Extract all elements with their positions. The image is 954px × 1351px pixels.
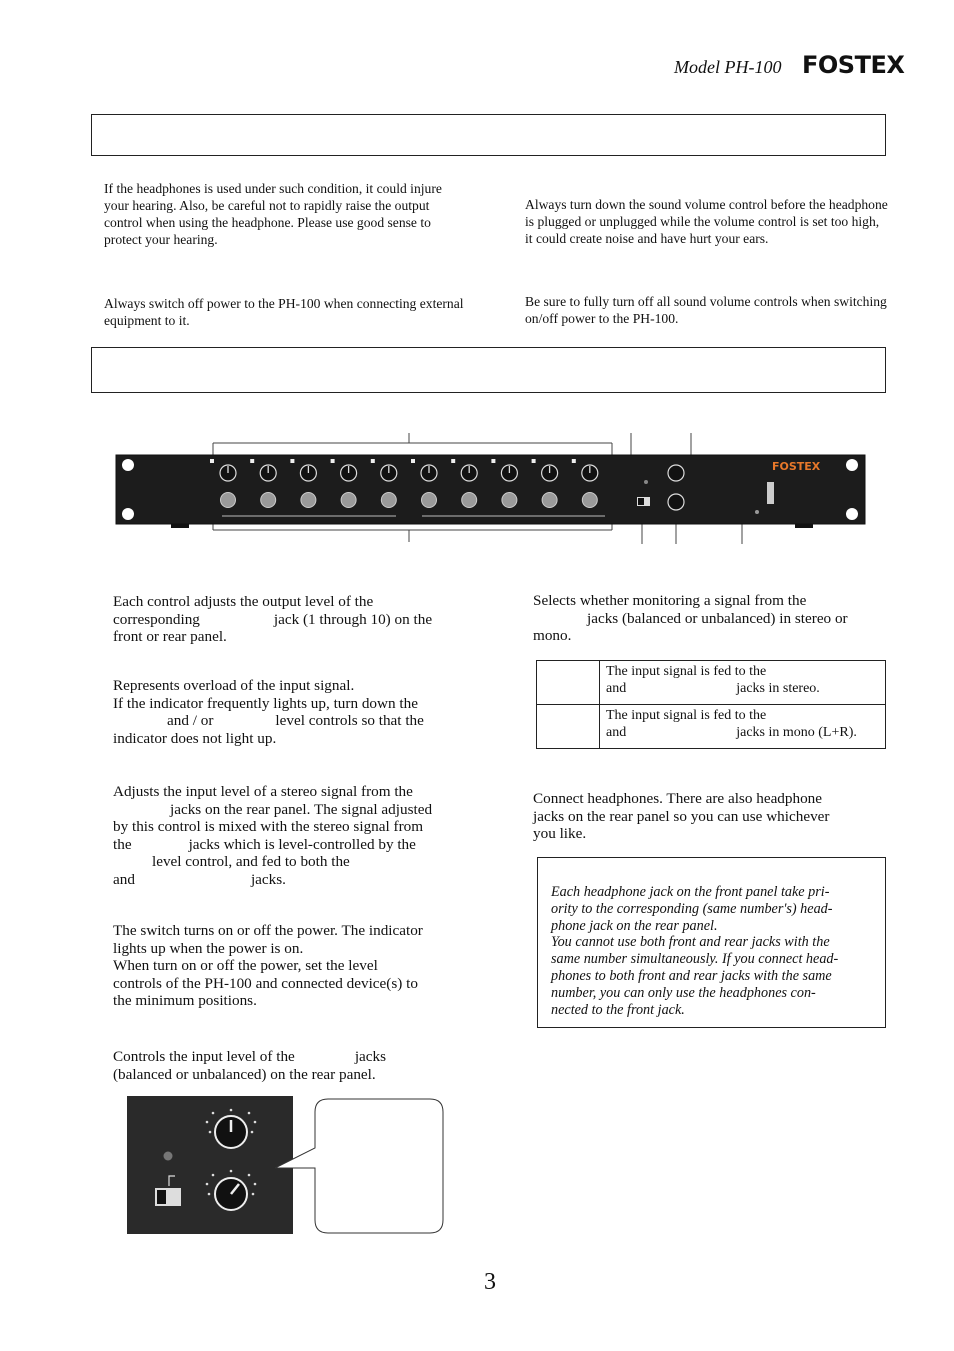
brand-logo: FOSTEX [802,51,905,79]
mode-desc-cell: The input signal is fed to the and jacks in stereo. [600,661,886,705]
mode-label-cell [537,661,600,705]
note-line: phones to both front and rear jacks with the same [551,967,832,984]
channel-number-marker [290,459,294,463]
channel-number-marker [451,459,455,463]
headphone-jack [261,493,276,508]
desc-line: When turn on or off the power, set the level [113,957,378,975]
panel-brand: FOSTEX [772,460,821,473]
note-line: ority to the corresponding (same number's) head- [551,900,833,917]
desc-input-level [113,1048,386,1083]
desc-line: the minimum positions. [113,992,257,1010]
front-panel-diagram [0,425,954,550]
desc-line: Each control adjusts the output level of the [113,593,374,610]
desc-line: the jacks which is level-controlled by the [113,835,416,853]
desc-level-controls [113,593,432,646]
precaution-volume-plug: Always turn down the sound volume control before the headphone is plugged or unplugged while the volume control is set too high, it could create noise and have hurt your ears. [525,197,888,246]
page-number: 3 [484,1269,496,1295]
note-box [537,857,886,1028]
desc-line: If the indicator frequently lights up, turn down the [113,694,418,712]
desc-line: front or rear panel. [113,628,227,646]
table-row [537,705,886,749]
desc-power [113,922,423,1010]
headphone-jack [422,493,437,508]
headphone-jack [221,493,236,508]
desc-mode-select [533,592,848,645]
table-row [537,661,886,705]
headphone-jack [542,493,557,508]
channel-number-marker [491,459,495,463]
mode-desc-cell: The input signal is fed to the and jacks in mono (L+R). [600,705,886,749]
desc-line: Connect headphones. There are also headphone [533,790,823,807]
desc-line: corresponding jack (1 through 10) on the [113,610,433,628]
desc-line: jacks (balanced or unbalanced) in stereo or [587,609,848,627]
channel-number-marker [250,459,254,463]
desc-line: The switch turns on or off the power. The indicator [113,922,423,939]
note-line: nected to the front jack. [551,1001,685,1018]
precaution-hearing: If the headphones is used under such condition, it could injure your hearing. Also, be careful not to rapidly raise the output control when using the headphone. Please use good sense to protect your hearing. [104,181,442,247]
desc-line: mono. [533,627,572,645]
channel-number-marker [572,459,576,463]
headphone-jack [502,493,517,508]
precaution-power-connect: Always switch off power to the PH-100 when connecting external equipment to it. [104,296,464,328]
desc-line: jacks on the rear panel. The signal adjusted [170,800,433,818]
channel-number-marker [210,459,214,463]
precaution-volume-power: Be sure to fully turn off all sound volume controls when switching on/off power to the PH-100. [525,294,887,326]
desc-line: Represents overload of the input signal. [113,677,355,694]
headphone-jack [582,493,597,508]
desc-line: indicator does not light up. [113,729,277,747]
mode-table [536,660,886,749]
channel-number-marker [371,459,375,463]
channel-number-marker [331,459,335,463]
channel-number-marker [411,459,415,463]
channel-number-marker [532,459,536,463]
desc-headphone-jacks [533,790,829,843]
section-header-box-panel [91,347,886,393]
note-line: You cannot use both front and rear jacks with the [551,934,830,951]
desc-line: lights up when the power is on. [113,939,304,957]
model-label: Model PH-100 [674,57,782,77]
desc-line: (balanced or unbalanced) on the rear panel. [113,1065,376,1083]
note-line: Each headphone jack on the front panel take pri- [551,884,830,900]
desc-line: Controls the input level of the jacks [113,1048,387,1065]
desc-line: and jacks. [113,870,286,888]
input-section-closeup [127,1096,445,1236]
desc-line: Selects whether monitoring a signal from the [533,592,807,609]
mode-label-cell [537,705,600,749]
desc-line: Adjusts the input level of a stereo signal from the [113,783,413,800]
desc-overload [113,677,424,747]
note-line: number, you can only use the headphones con- [551,984,816,1001]
desc-stereo-input [113,783,432,889]
desc-line: you like. [533,825,587,843]
section-header-box-precautions [91,114,886,156]
desc-line: jacks on the rear panel so you can use whichever [533,807,830,825]
note-line: same number simultaneously. If you connect head- [551,951,839,968]
desc-line: level control, and fed to both the [152,853,350,871]
headphone-jack [462,493,477,508]
headphone-jack [341,493,356,508]
note-line: phone jack on the rear panel. [551,917,718,934]
headphone-jack [301,493,316,508]
headphone-jack [381,493,396,508]
desc-line: and / or level controls so that the [167,712,424,730]
desc-line: controls of the PH-100 and connected device(s) to [113,974,418,992]
desc-line: by this control is mixed with the stereo signal from [113,818,424,836]
